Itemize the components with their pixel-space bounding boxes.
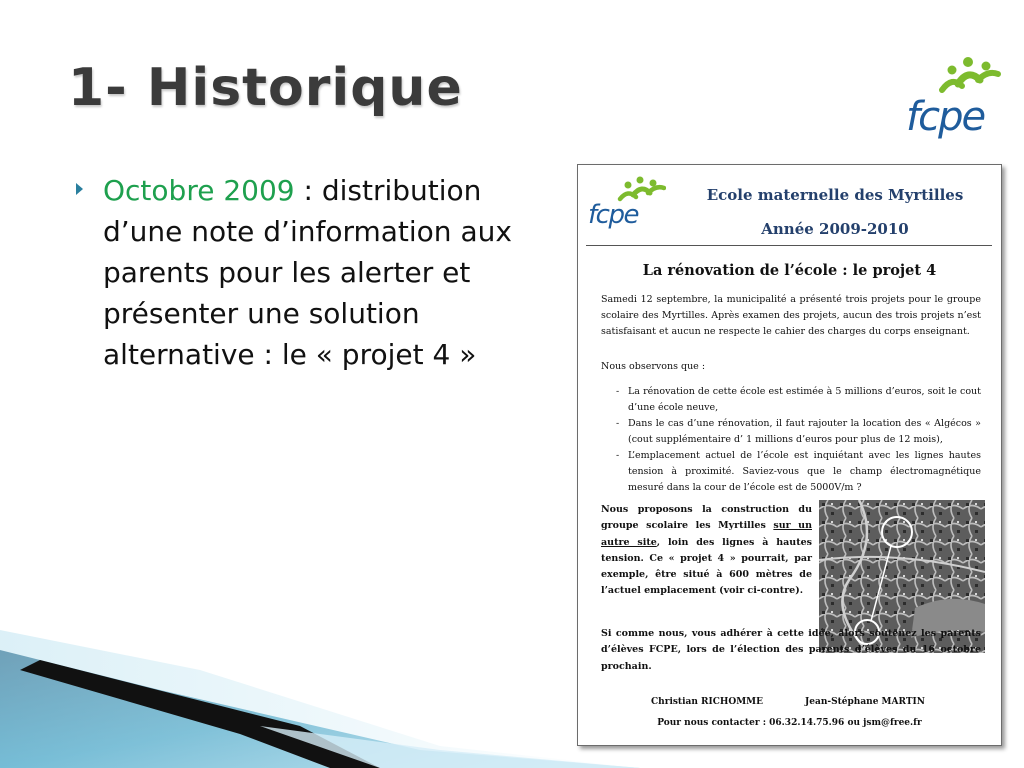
doc-logo-figures-icon — [620, 177, 664, 200]
logo-text: fcpe — [906, 94, 985, 140]
bullet-text: : distribution d’une note d’information aux parents pour les alerter et présenter une solution alternative : le « projet 4 » — [103, 174, 512, 371]
doc-proposal-text-end: , loin des lignes à hautes tension. Ce « projet 4 » pourrait, par exemple, être situé à 600 mètres de l’actuel emplacement (voir ci-contre). — [601, 536, 812, 597]
doc-proposal-underlined: sur un autre site — [601, 520, 812, 548]
doc-school-year: Année 2009-2010 — [761, 220, 909, 238]
doc-signature-1: Christian RICHOMME — [651, 697, 763, 707]
slide-title: 1- Historique — [68, 58, 463, 118]
doc-signature-2: Jean-Stéphane MARTIN — [805, 697, 925, 707]
doc-fcpe-logo — [586, 175, 666, 231]
doc-observation-list — [616, 384, 981, 496]
doc-closing-paragraph: Si comme nous, vous adhérer à cette idée, alors soutenez les parents d’élèves FCPE, lors de l’élection des parents d’élèves du 16 octobre prochain. — [601, 628, 981, 672]
bullet-item — [80, 170, 550, 375]
doc-contact: Pour nous contacter : 06.32.14.75.96 ou jsm@free.fr — [657, 718, 922, 728]
doc-intro-paragraph: Samedi 12 septembre, la municipalité a présenté trois projets pour le groupe scolaire des Myrtilles. Après examen des projets, aucun des trois projets n’est satisfaisant et aucun ne respecte le cahier des charges du corps enseignant. — [601, 294, 981, 337]
doc-observe-intro: Nous observons que : — [601, 361, 706, 372]
doc-proposal-text: Nous proposons la construction du groupe scolaire les Myrtilles — [601, 504, 812, 532]
doc-divider — [586, 245, 992, 246]
doc-proposal — [601, 502, 812, 600]
bullet-date: Octobre 2009 — [103, 174, 295, 207]
decorative-swoosh — [0, 630, 640, 768]
doc-observation-item: - L’emplacement actuel de l’école est inquiétant avec les lignes hautes tension à proximité. Saviez-vous que le champ électromagnétique mesuré dans la cour de l’école est de 5000V/m ? — [616, 448, 981, 496]
doc-subtitle: La rénovation de l’école : le projet 4 — [642, 262, 937, 279]
doc-observation-item: - La rénovation de cette école est estimée à 5 millions d’euros, soit le cout d’une école neuve, — [616, 384, 981, 416]
doc-observation-item: - Dans le cas d’une rénovation, il faut rajouter la location des « Algécos » (cout supplémentaire d’ 1 millions d’euros pour plus de 12 mois), — [616, 416, 981, 448]
bullet-arrow-icon — [76, 183, 83, 195]
fcpe-logo — [904, 56, 1004, 146]
doc-logo-text: fcpe — [588, 200, 638, 230]
logo-figures-icon — [942, 57, 998, 90]
doc-school-name: Ecole maternelle des Myrtilles — [706, 186, 964, 204]
document-preview — [577, 164, 1002, 746]
